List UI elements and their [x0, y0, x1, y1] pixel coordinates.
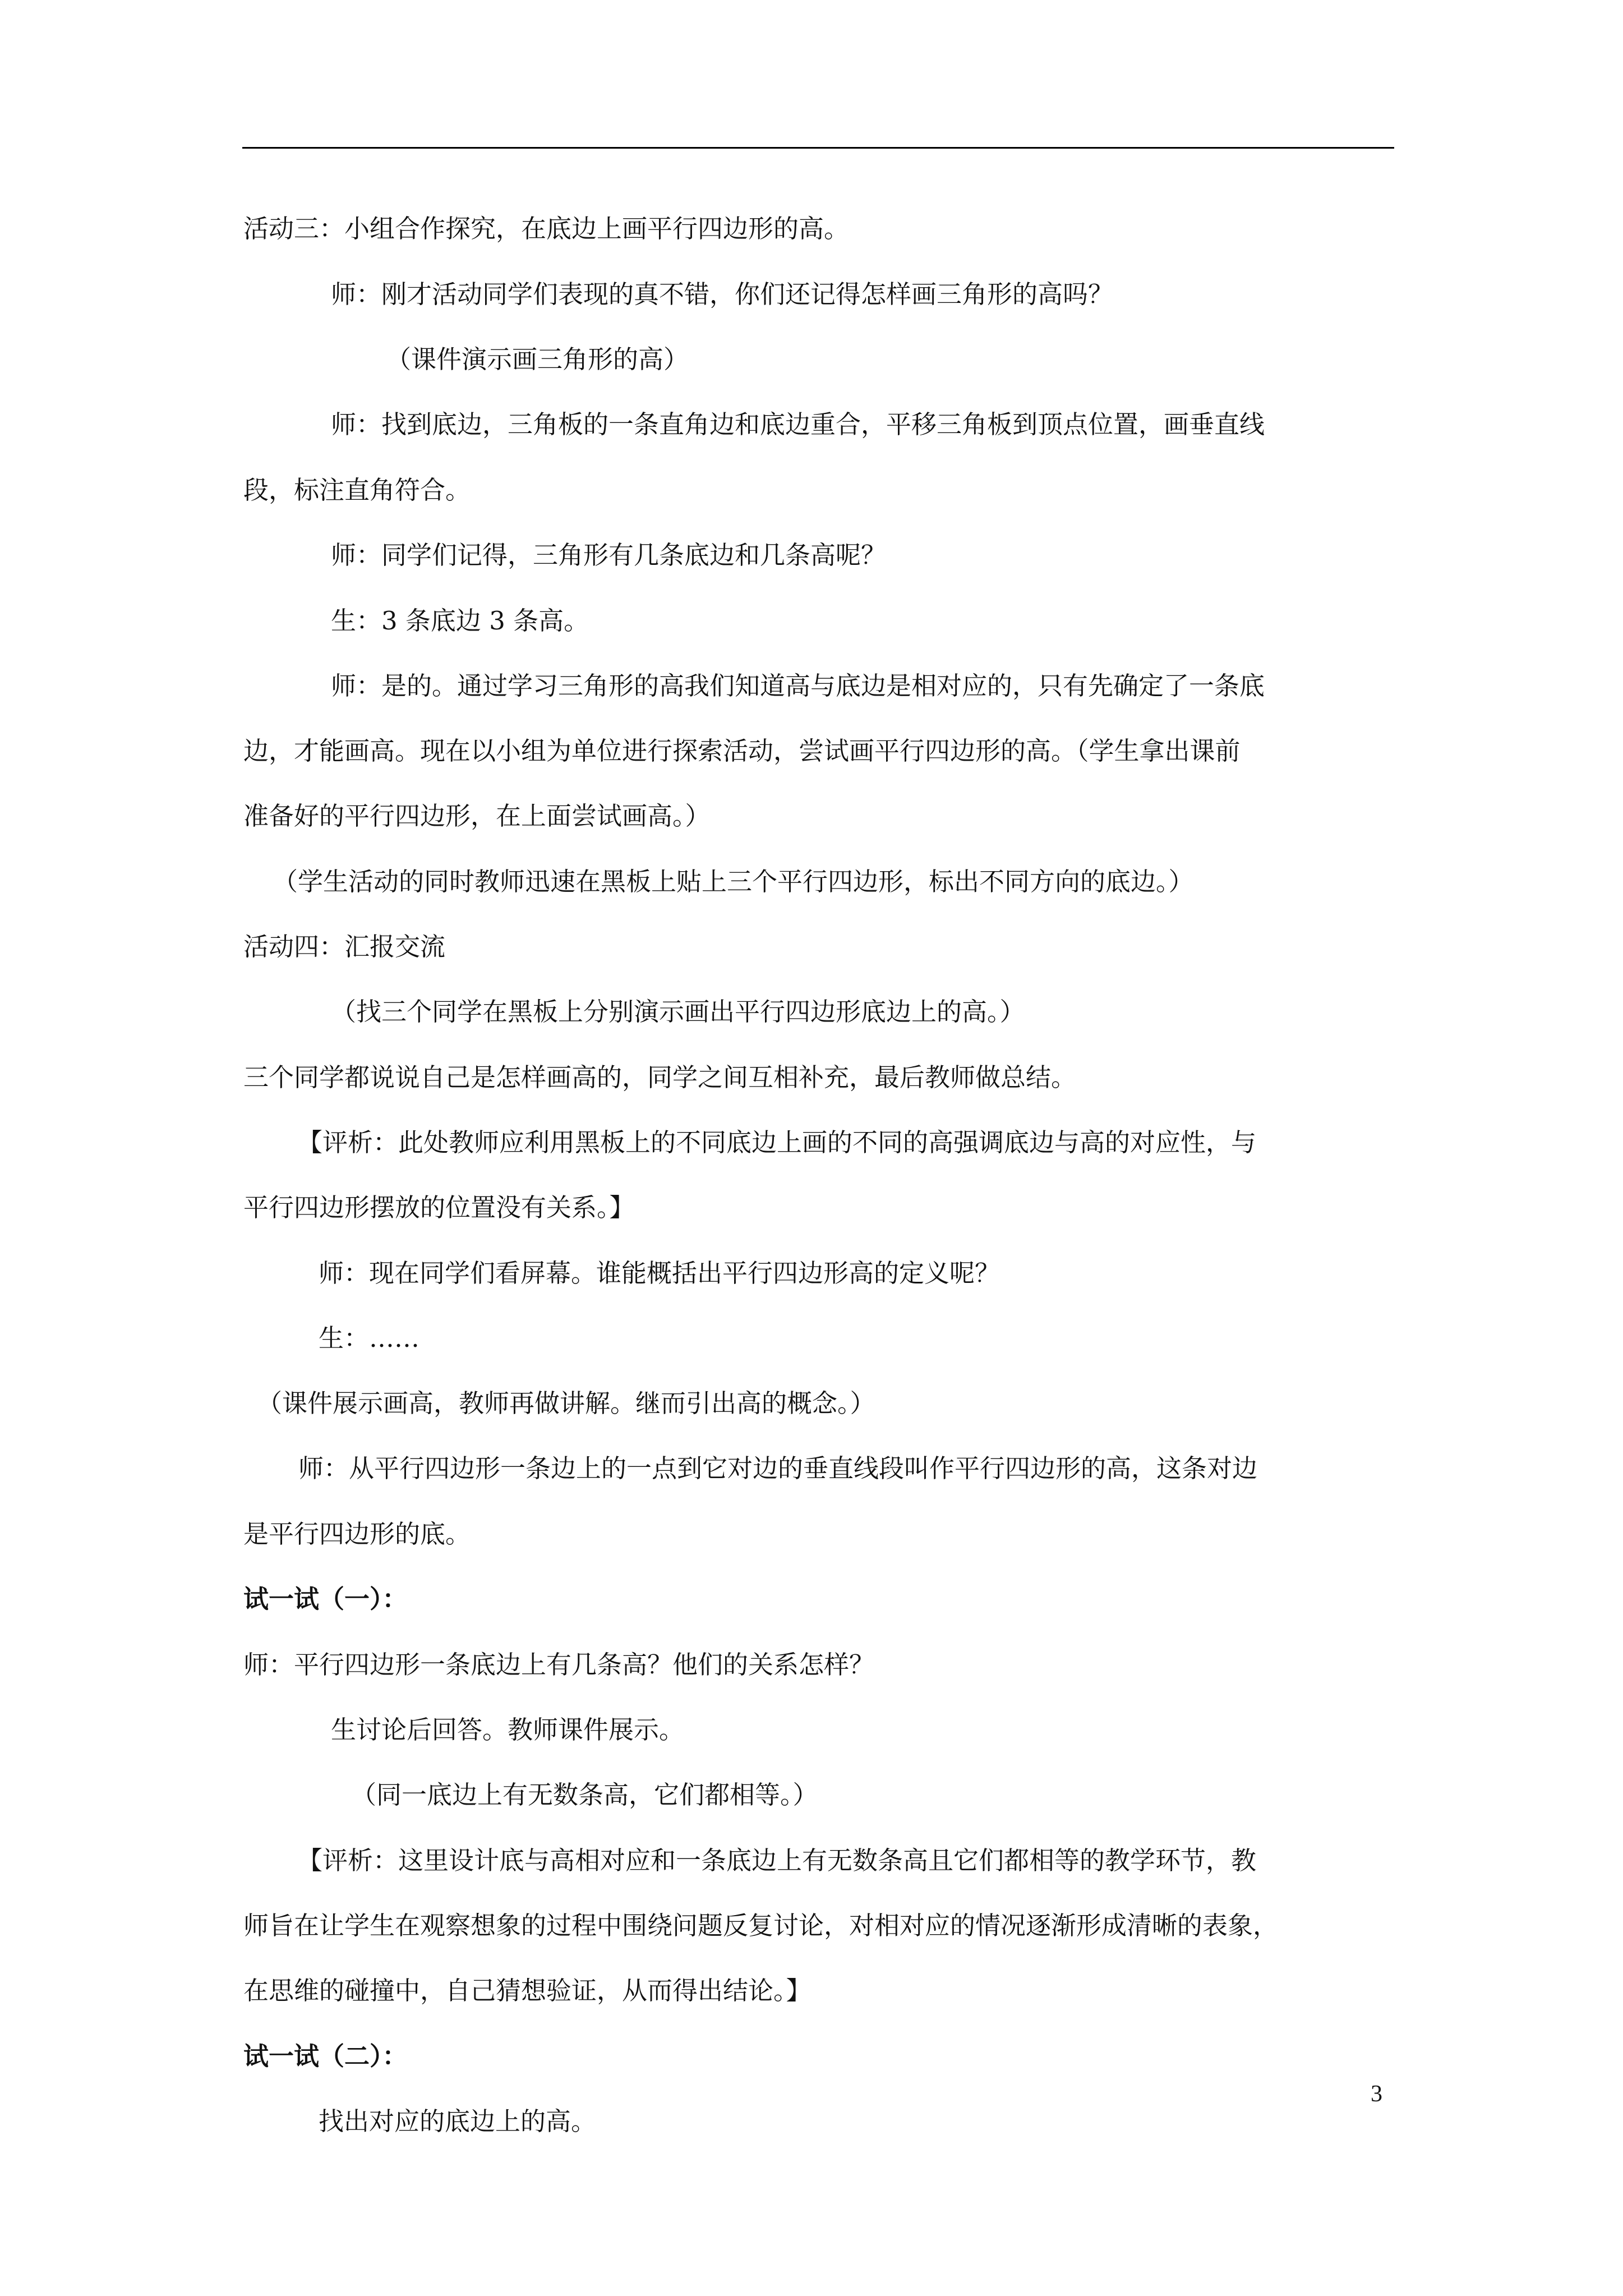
section-heading: 试一试（一）：: [243, 1584, 408, 1614]
text-line: （课件演示画三角形的高）: [386, 344, 689, 374]
section-heading: 试一试（二）：: [243, 2041, 408, 2071]
text-line: 在思维的碰撞中，自己猜想验证，从而得出结论。】: [243, 1976, 811, 2005]
text-line: 段，标注直角符合。: [243, 475, 471, 505]
text-line: 准备好的平行四边形，在上面尝试画高。）: [243, 801, 711, 831]
text-line: 【评析：此处教师应利用黑板上的不同底边上画的不同的高强调底边与高的对应性，与: [297, 1128, 1257, 1157]
text-line: 师旨在让学生在观察想象的过程中围绕问题反复讨论，对相对应的情况逐渐形成清晰的表象，: [243, 1911, 1279, 1940]
text-line: 师：是的。通过学习三角形的高我们知道高与底边是相对应的，只有先确定了一条底: [331, 671, 1265, 701]
text-line: （同一底边上有无数条高，它们都相等。）: [351, 1780, 818, 1810]
text-line: 平行四边形摆放的位置没有关系。】: [243, 1193, 635, 1222]
text-line: 生：……: [319, 1323, 420, 1353]
text-line: 【评析：这里设计底与高相对应和一条底边上有无数条高且它们都相等的教学环节，教: [297, 1846, 1257, 1875]
text-line: 师：刚才活动同学们表现的真不错，你们还记得怎样画三角形的高吗？: [331, 279, 1114, 309]
text-line: 边，才能画高。现在以小组为单位进行探索活动，尝试画平行四边形的高。（学生拿出课前: [243, 736, 1241, 766]
text-line: （课件展示画高，教师再做讲解。继而引出高的概念。）: [257, 1388, 875, 1418]
page-number: 3: [1371, 2081, 1382, 2107]
text-line: 三个同学都说说自己是怎样画高的，同学之间互相补充，最后教师做总结。: [243, 1062, 1077, 1092]
text-line: 师：同学们记得，三角形有几条底边和几条高呢？: [331, 540, 887, 570]
text-line: 是平行四边形的底。: [243, 1519, 471, 1549]
text-line: 师：现在同学们看屏幕。谁能概括出平行四边形高的定义呢？: [319, 1258, 1000, 1288]
text-line: 活动四：汇报交流: [243, 932, 446, 961]
text-line: 师：平行四边形一条底边上有几条高？他们的关系怎样？: [243, 1650, 875, 1680]
text-line: （学生活动的同时教师迅速在黑板上贴上三个平行四边形，标出不同方向的底边。）: [273, 867, 1194, 896]
text-line: 师：找到底边，三角板的一条直角边和底边重合，平移三角板到顶点位置，画垂直线: [331, 409, 1265, 439]
text-line: 生讨论后回答。教师课件展示。: [331, 1715, 685, 1745]
text-line: 师：从平行四边形一条边上的一点到它对边的垂直线段叫作平行四边形的高，这条对边: [298, 1453, 1258, 1483]
header-rule: [242, 147, 1394, 149]
text-line: （找三个同学在黑板上分别演示画出平行四边形底边上的高。）: [331, 997, 1025, 1027]
text-line: 活动三：小组合作探究，在底边上画平行四边形的高。: [243, 214, 850, 243]
text-line: 找出对应的底边上的高。: [319, 2106, 597, 2136]
text-line: 生：3 条底边 3 条高。: [331, 606, 589, 636]
